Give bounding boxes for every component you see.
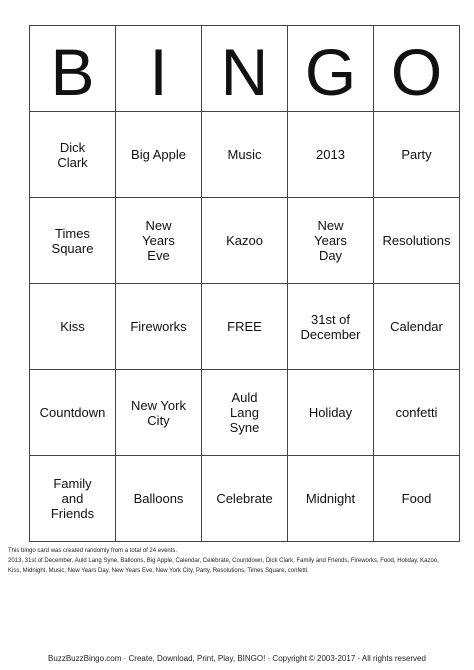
bingo-cell: Fireworks [116, 284, 202, 370]
bingo-cell: Celebrate [202, 456, 288, 542]
bingo-cell: Party [374, 112, 460, 198]
header-letter-i: I [116, 26, 202, 112]
free-space-cell: FREE [202, 284, 288, 370]
page-footer: BuzzBuzzBingo.com · Create, Download, Print, Play, BINGO! · Copyright © 2003-2017 · All rights reserved [48, 654, 426, 663]
header-letter-n: N [202, 26, 288, 112]
bingo-cell: confetti [374, 370, 460, 456]
bingo-cell: New Years Day [288, 198, 374, 284]
card-footnote [8, 546, 468, 576]
bingo-cell: Kazoo [202, 198, 288, 284]
bingo-cell: Big Apple [116, 112, 202, 198]
bingo-cell: Auld Lang Syne [202, 370, 288, 456]
bingo-cell: Countdown [30, 370, 116, 456]
bingo-cell: Balloons [116, 456, 202, 542]
footnote-event-list: 2013, 31st of December, Auld Lang Syne, Balloons, Big Apple, Calendar, Celebrate, Countdown, Dick Clark, Family and Friends, Fireworks, Food, Holiday, Kazoo, [8, 558, 439, 564]
bingo-header [29, 25, 460, 112]
footnote-event-list-continued: Kiss, Midnight, Music, New Years Day, New Years Eve, New York City, Party, Resolutions, Times Square, confetti. [8, 568, 309, 574]
header-letter-g: G [288, 26, 374, 112]
bingo-cell: Holiday [288, 370, 374, 456]
header-letter-b: B [30, 26, 116, 112]
bingo-cell: Midnight [288, 456, 374, 542]
bingo-cell: Dick Clark [30, 112, 116, 198]
bingo-cell: New Years Eve [116, 198, 202, 284]
bingo-cell: Food [374, 456, 460, 542]
bingo-cell: 31st of December [288, 284, 374, 370]
bingo-cell: Calendar [374, 284, 460, 370]
bingo-cell: Times Square [30, 198, 116, 284]
footnote-summary: This bingo card was created randomly from a total of 24 events. [8, 548, 178, 554]
bingo-cell: Resolutions [374, 198, 460, 284]
bingo-cell: New York City [116, 370, 202, 456]
bingo-cell: Kiss [30, 284, 116, 370]
bingo-grid [29, 112, 460, 542]
bingo-cell: Family and Friends [30, 456, 116, 542]
bingo-cell: Music [202, 112, 288, 198]
bingo-cell: 2013 [288, 112, 374, 198]
header-letter-o: O [374, 26, 460, 112]
bingo-card [8, 25, 466, 542]
